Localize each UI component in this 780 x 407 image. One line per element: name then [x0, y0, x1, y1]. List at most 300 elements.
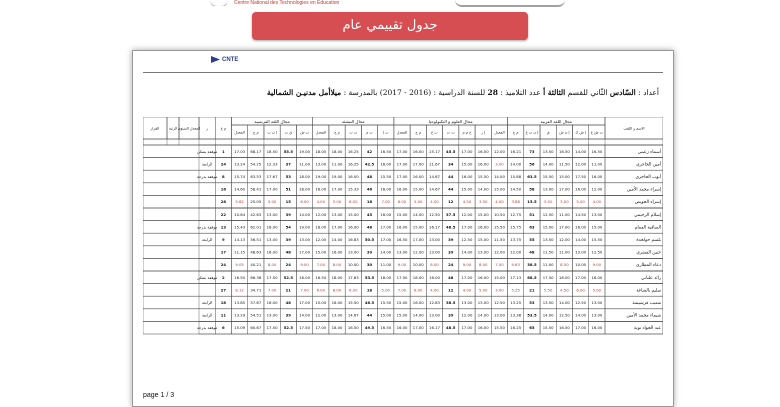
cell-value: 16.50 [591, 148, 603, 154]
column-header-label: ت ع [431, 130, 438, 135]
cell-value: 19.00 [315, 174, 327, 179]
header-logo-text: Centre National des Technologies en Education [234, 0, 340, 6]
cell-value: 12 [448, 287, 454, 293]
cell-value: موفقة بتمكن [196, 148, 218, 154]
cell-value: 13.00 [331, 211, 343, 217]
cell-value: 15.50 [542, 174, 554, 179]
cell-value: 63.5 [527, 174, 537, 179]
cell-value: 48.5 [446, 325, 456, 331]
cell-value: 7.00 [316, 262, 326, 268]
cell-value: 11 [220, 312, 227, 318]
cell-value: 15.00 [347, 211, 359, 217]
student-name: دعاء المطاري [636, 263, 661, 269]
cell-value: 16.00 [396, 224, 408, 230]
cell-value: 4.00 [430, 287, 439, 293]
student-name: إسلام الرحيمي [634, 212, 661, 218]
cell-value: 16.00 [591, 274, 603, 280]
cell-value: 12.00 [575, 161, 587, 167]
cell-value: 13.00 [429, 312, 440, 318]
cnte-logo-icon [211, 56, 220, 63]
column-header-label: إ ن ت [267, 130, 277, 135]
logo-arc-icon [210, 0, 228, 6]
cell-value: 16.50 [558, 148, 570, 154]
cell-value: 4.00 [316, 199, 326, 205]
student-name: عبد الجواد توبة [634, 326, 661, 332]
cell-value: 48.5 [446, 224, 456, 230]
cell-value: 17.50 [266, 325, 278, 331]
student-name: سليم بالشاغة [636, 288, 661, 294]
student-name: أسماء زعيتي [637, 149, 661, 155]
cell-value: 12.00 [494, 249, 505, 255]
cell-value: 28 [220, 199, 227, 205]
cell-value: 15.00 [477, 237, 489, 242]
cell-value: 39 [448, 249, 454, 255]
cell-value: 12 [448, 199, 454, 205]
cell-value: 12.00 [558, 237, 570, 242]
cell-value: 10.00 [412, 262, 424, 268]
cell-value: 68.5 [527, 274, 537, 280]
column-header-label: إ ش ك [575, 130, 586, 135]
cell-value: 12.00 [412, 249, 424, 255]
cell-value: 12.50 [429, 211, 440, 217]
column-header-label: ت ت [349, 130, 358, 135]
cell-value: 17.00 [396, 148, 408, 154]
cell-value: 73 [529, 148, 535, 154]
cell-value: 12.00 [315, 237, 327, 242]
cell-value: 12.00 [315, 312, 327, 318]
cell-value: 17.13 [510, 274, 522, 280]
group-header-label: مجال العلوم و التكنولوجيا [428, 119, 473, 124]
cell-value: 62.01 [250, 224, 262, 230]
cell-value: 15.50 [477, 174, 489, 179]
cell-value: 14.00 [331, 237, 343, 242]
cell-value: 13.00 [591, 211, 603, 217]
cell-value: 17.00 [461, 148, 473, 154]
cell-value: 9.63 [511, 262, 520, 268]
cell-value: 17.00 [461, 274, 473, 280]
cell-value: 14.00 [412, 312, 424, 318]
column-header-label: ت ش [300, 130, 310, 135]
cell-value: 56.51 [250, 237, 262, 242]
cell-value: 17.00 [380, 237, 392, 242]
cell-value: 6 [222, 325, 225, 331]
column-header-label: الاسم و اللقب [623, 126, 645, 131]
cell-value: 8.00 [332, 287, 342, 293]
cell-value: 17.00 [299, 300, 310, 305]
cell-value: 8.00 [478, 262, 488, 268]
cell-value: 3.50 [478, 199, 488, 205]
cell-value: 54 [285, 224, 291, 230]
cell-value: 16.50 [347, 325, 359, 331]
student-name: أمين الحاجري [636, 162, 661, 168]
cell-value: 24 [448, 262, 454, 268]
cell-value: 17.00 [412, 161, 424, 167]
cell-value: 17.00 [412, 237, 424, 242]
cell-value: 17.00 [396, 174, 408, 179]
cell-value: 57.67 [250, 300, 262, 305]
cell-value: 13.00 [494, 312, 505, 318]
cell-value: 16.25 [347, 161, 359, 167]
cell-value: 5.50 [543, 287, 553, 293]
cell-value: 8.00 [332, 262, 342, 268]
cell-value: 42 [366, 148, 373, 154]
cell-value: 13.00 [477, 249, 489, 255]
cell-value: 30 [366, 262, 373, 268]
cell-value: 55.5 [283, 148, 294, 154]
cell-value: 39 [285, 312, 291, 318]
cell-value: 15.74 [234, 174, 246, 179]
cell-value: 18.00 [331, 148, 343, 154]
cell-value: 16.17 [429, 325, 440, 331]
cell-value: 22 [220, 211, 227, 217]
cell-value: 39 [285, 237, 291, 242]
cell-value: 16.00 [412, 148, 424, 154]
column-header-label: القرار [150, 126, 160, 131]
cell-value: 39 [285, 211, 291, 217]
table-cell [199, 208, 215, 221]
cell-value: 18 [366, 199, 373, 205]
cell-value: 14.00 [542, 161, 554, 167]
cell-value: 15.00 [396, 300, 408, 305]
cell-value: 8.00 [267, 262, 277, 268]
cell-value: 52.5 [283, 274, 294, 280]
cell-value: 16.25 [347, 148, 359, 154]
cell-value: 16.00 [266, 249, 278, 255]
cell-value: 38.5 [527, 262, 537, 268]
cell-value: 17.00 [331, 224, 343, 230]
cell-value: 15.00 [396, 312, 408, 318]
cell-value: 16.00 [477, 274, 489, 280]
document-page [132, 50, 674, 407]
cell-value: 17.50 [542, 274, 554, 280]
cell-value: 16.00 [331, 300, 343, 305]
cell-value: الرابعة [201, 161, 213, 167]
column-header-label: المعدل [396, 130, 408, 135]
cell-value: 44 [366, 312, 373, 318]
cell-value: 16 [220, 186, 227, 192]
cell-value: 5.00 [414, 199, 423, 205]
cell-value: 11.00 [542, 262, 554, 268]
cell-value: 5.00 [592, 287, 602, 293]
cell-value: 13.00 [266, 211, 278, 217]
cell-value: 14.00 [558, 300, 570, 305]
cell-value: 17.50 [266, 274, 278, 280]
column-header-label: المعدل [234, 130, 245, 135]
cell-value: 44 [448, 186, 454, 192]
cell-value: 13.00 [461, 300, 473, 305]
column-header-label: ت ش ع [590, 130, 603, 135]
cell-value: 16.00 [380, 161, 392, 167]
cell-value: 48 [366, 224, 373, 230]
cell-value: 15.50 [591, 237, 603, 242]
cell-value: 1 [222, 148, 225, 154]
cell-value: 6.00 [414, 287, 423, 293]
top-header [0, 0, 780, 8]
cell-value: 12.50 [461, 237, 473, 242]
cell-value: 13.75 [510, 237, 522, 242]
cell-value: 16.50 [380, 325, 392, 331]
cell-value: 11.00 [331, 161, 343, 167]
cell-value: 11.67 [429, 161, 440, 167]
cell-value: 8.00 [430, 262, 439, 268]
table-cell [199, 246, 215, 259]
cell-value: 16.25 [510, 325, 522, 331]
cell-value: 17.00 [380, 224, 392, 230]
cell-value: 15.17 [429, 148, 440, 154]
cell-value: 48.63 [250, 249, 262, 255]
cell-value: 6.00 [397, 199, 407, 205]
cell-value: 18.00 [299, 274, 310, 280]
cell-value: 53 [285, 174, 291, 179]
cell-value: 5.00 [332, 199, 342, 205]
student-name: شعيب فرشيشة [632, 301, 661, 306]
cell-value: 12.75 [510, 211, 522, 217]
column-header-label: ت ت [446, 130, 455, 135]
cell-value: 9 [222, 237, 225, 242]
cell-value: موفقة بدرجة [196, 174, 218, 179]
column-header-label: إ ن ت ع [525, 130, 539, 135]
cell-value: 24 [285, 262, 291, 268]
column-header-label: المعدل [315, 130, 327, 135]
cell-value: 7.00 [381, 199, 390, 205]
cell-value: 14.13 [234, 237, 246, 242]
cell-value: 16.00 [266, 300, 278, 305]
cell-value: 68.17 [250, 148, 262, 154]
cell-value: 13.24 [234, 161, 246, 167]
cell-value: 18.00 [315, 148, 327, 154]
cell-value: 13.00 [347, 249, 359, 255]
cell-value: 13.00 [542, 186, 554, 192]
cell-value: 39 [366, 249, 373, 255]
cell-value: 17.50 [396, 274, 408, 280]
cell-value: 12.50 [558, 312, 570, 318]
cell-value: 34.71 [250, 287, 262, 293]
cell-value: 37 [285, 161, 291, 167]
cell-value: 46.5 [364, 300, 375, 305]
title-mid1: الثّاني للقسم [565, 88, 610, 97]
grades-table-grid [143, 117, 663, 335]
student-name: أيوب الحاجري [635, 175, 661, 180]
column-header-label: ت م [366, 130, 373, 135]
student-name: بلسم حولخدة [636, 238, 661, 243]
cell-value: 15.09 [234, 325, 246, 331]
cell-value: 10.50 [494, 211, 505, 217]
cell-value: 15.33 [347, 186, 359, 192]
cell-value: 13.85 [234, 300, 246, 305]
cell-value: 15.00 [494, 186, 505, 192]
cnte-logo [211, 56, 238, 63]
cell-value: 3.50 [543, 199, 553, 205]
cell-value: 12.00 [494, 148, 505, 154]
cell-value: 39 [448, 237, 454, 242]
cell-value: 14.00 [380, 249, 392, 255]
cell-value: 14.67 [347, 312, 359, 318]
column-header-label: إ ن ش [559, 130, 570, 135]
cell-value: 66.38 [250, 274, 262, 280]
cell-value: 13.50 [542, 300, 554, 305]
cell-value: 13.25 [510, 300, 522, 305]
cell-value: 52.5 [283, 325, 294, 331]
cell-value: 8 [222, 174, 225, 179]
cell-value: 16.00 [331, 249, 343, 255]
cell-value: 9.00 [462, 262, 472, 268]
column-header-label: م ج [415, 130, 422, 135]
cell-value: 6.00 [349, 199, 358, 205]
column-header-label: ت إ [382, 130, 389, 135]
cell-value: 42.63 [250, 211, 262, 217]
cell-value: 17.00 [315, 325, 327, 331]
cell-value: 16.00 [396, 325, 408, 331]
cell-value: 13.00 [591, 300, 603, 305]
cell-value: 13.00 [266, 237, 278, 242]
cell-value: 55 [529, 237, 535, 242]
cell-value: 13.00 [477, 300, 489, 305]
cell-value: 13.00 [266, 312, 278, 318]
cell-value: 19.00 [299, 148, 310, 154]
cell-value: 18.00 [331, 274, 343, 280]
cell-value: 4.00 [430, 199, 439, 205]
cell-value: 14.00 [477, 312, 489, 318]
cell-value: 8.50 [560, 262, 569, 268]
cell-value: 17.00 [558, 186, 570, 192]
cell-value: 15.00 [412, 224, 424, 230]
cell-value: 25.05 [250, 199, 262, 205]
cell-value: 11.00 [591, 161, 603, 167]
cell-value: 16.00 [380, 211, 392, 217]
cell-value: 17.50 [299, 325, 310, 331]
cell-value: 6.00 [576, 287, 585, 293]
cell-value: 13.50 [542, 148, 554, 154]
cell-value: 16.00 [429, 274, 440, 280]
cell-value: 6.00 [316, 287, 326, 293]
cell-value: 48 [285, 249, 291, 255]
cell-value: 13.00 [315, 161, 327, 167]
cell-value: 9.00 [397, 262, 407, 268]
column-header-label: المعدل [494, 130, 505, 135]
table-cell [199, 284, 215, 297]
cell-value: موفقة بتمكن [196, 274, 218, 280]
cell-value: 3.00 [495, 287, 504, 293]
cell-value: 16.00 [315, 186, 327, 192]
cell-value: 14.00 [299, 211, 310, 217]
group-header-label: مجال التنشئة [341, 119, 365, 124]
cell-value: 17.83 [347, 274, 359, 280]
cell-value: 15.75 [510, 224, 522, 230]
cell-value: 56 [529, 161, 535, 167]
column-header-label: م ج [512, 130, 519, 135]
cell-value: 18.00 [299, 186, 310, 192]
cell-value: 10.00 [575, 262, 587, 268]
cell-value: 7.00 [397, 287, 407, 293]
cell-value: 15.50 [494, 325, 505, 331]
cell-value: 63 [529, 224, 535, 230]
cell-value: 12.00 [461, 211, 473, 217]
cell-value: 14.60 [234, 186, 246, 192]
cell-value: 16.00 [477, 224, 489, 230]
cell-value: 17.00 [575, 325, 587, 331]
cell-value: 54.25 [250, 161, 262, 167]
cell-value: 15.00 [542, 224, 554, 230]
cell-value: 15.00 [315, 249, 327, 255]
cell-value: 16.00 [591, 325, 603, 331]
cell-value: 63.53 [250, 174, 262, 179]
cell-value: 12.00 [591, 186, 603, 192]
cell-value: 18.00 [266, 224, 278, 230]
table-cell [199, 195, 215, 208]
cell-value: 15.5 [527, 199, 537, 205]
cell-value: 65 [529, 325, 535, 331]
cell-value: 4.00 [495, 199, 504, 205]
cell-value: 48 [448, 274, 454, 280]
cell-value: 3.00 [560, 199, 569, 205]
cell-value: 13 [220, 224, 227, 230]
cell-value: 11.50 [558, 161, 570, 167]
cell-value: 12.50 [494, 300, 505, 305]
cell-value: 17.00 [396, 161, 408, 167]
cell-value: 11.00 [558, 211, 570, 217]
cell-value: 13.29 [234, 312, 246, 318]
cell-value: 21 [529, 287, 535, 293]
cell-value: 14.00 [575, 237, 587, 242]
cell-value: 50.5 [364, 237, 375, 242]
cell-value: 38.5 [446, 300, 456, 305]
cell-value: 15.00 [461, 186, 473, 192]
cell-value: 15.50 [494, 224, 505, 230]
cell-value: 14.00 [477, 186, 489, 192]
cell-value: 12.50 [575, 300, 587, 305]
cell-value: 12.50 [542, 211, 554, 217]
cell-value: 51 [285, 186, 291, 192]
cell-value: 13.00 [396, 249, 408, 255]
cell-value: 16.17 [429, 224, 440, 230]
column-header-label: م ع [220, 126, 227, 131]
cell-value: الرابعة [201, 312, 213, 318]
cell-value: 49.5 [364, 325, 375, 331]
column-header-label: ق [546, 130, 550, 135]
cell-value: 7.00 [495, 262, 504, 268]
column-header-label: الرتبة [168, 126, 178, 131]
column-header-label: المعدل السنوي [177, 126, 201, 131]
header-divider [143, 72, 663, 73]
student-name: إسراء الخويض [634, 200, 661, 206]
cell-value: 16.00 [591, 174, 603, 179]
cell-value: 15.00 [315, 300, 327, 305]
cell-value: 3.88 [511, 199, 520, 205]
cell-value: 5.82 [235, 199, 244, 205]
cell-value: 15.00 [412, 186, 424, 192]
cell-value: 18 [220, 300, 227, 305]
cell-value: 54.51 [250, 312, 262, 318]
cell-value: 15.43 [234, 224, 246, 230]
general-evaluation-table-button[interactable]: جدول تقييمي عام [252, 12, 528, 40]
cell-value: 13.00 [575, 249, 587, 255]
cell-value: 4.50 [560, 287, 569, 293]
cell-value: 18.00 [380, 274, 392, 280]
cell-value: 39 [448, 312, 454, 318]
title-mid2: عدد التلاميذ : [497, 88, 544, 97]
title-count: 28 [487, 88, 498, 97]
cell-value: 37.5 [446, 211, 456, 217]
cell-value: 3.00 [495, 161, 504, 167]
cell-value: 16.50 [558, 325, 570, 331]
cell-value: 40.21 [250, 262, 262, 268]
cell-value: 9.05 [235, 262, 244, 268]
student-name: شيماء محمد الأمين [626, 313, 661, 319]
cell-value: 15.00 [461, 161, 473, 167]
cell-value: 16.00 [347, 174, 359, 179]
cell-value: 11.15 [234, 249, 246, 255]
cell-value: 18 [366, 287, 373, 293]
